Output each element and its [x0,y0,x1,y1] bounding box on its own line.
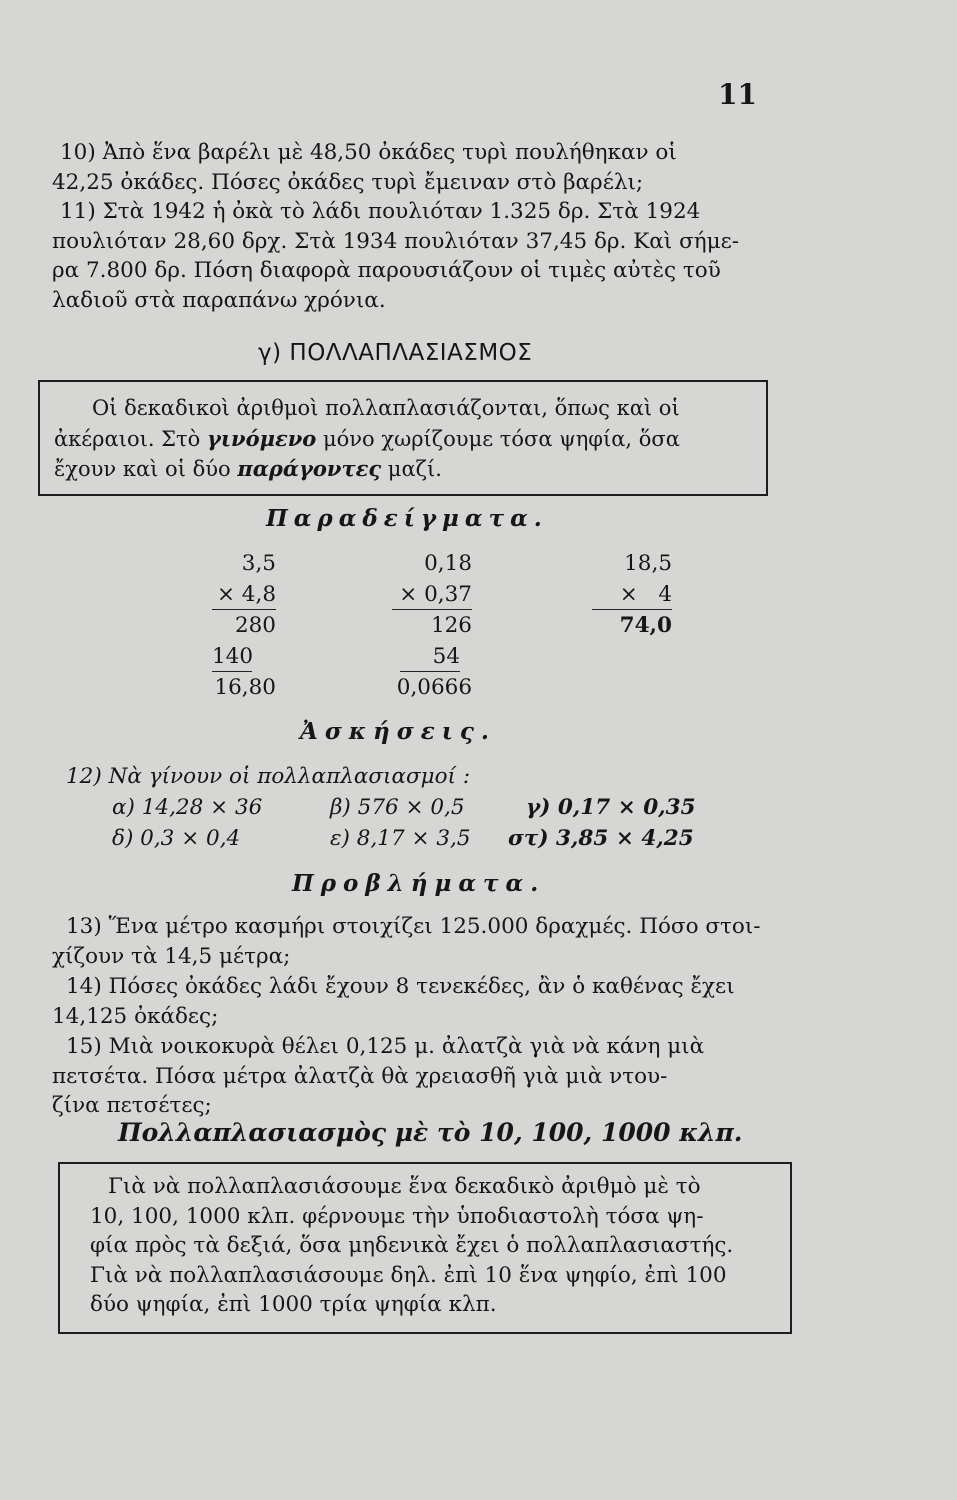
example-3-result: 74,0 [619,613,672,638]
example-2 [392,548,472,703]
example-2-multiplicand: 0,18 [424,551,472,576]
rule-line-1: Οἱ δεκαδικοὶ ἀριθμοὶ πολλαπλασιάζονται, ὅπως καὶ οἱ [92,396,680,420]
rule-line-3 [54,454,752,485]
problem-15 [52,1032,764,1121]
example-3 [592,548,672,641]
powers-rule-box [58,1162,792,1334]
example-2-partial-1: 126 [430,613,472,638]
example-1-multiplicand: 3,5 [241,551,276,576]
rule-line-3-a: ἔχουν καὶ οἱ δύο [54,457,238,481]
exercise-12d: δ) 0,3 × 0,4 [112,826,241,851]
example-1 [212,548,276,703]
powers-heading: Πολλαπλασιασμὸς μὲ τὸ 10, 100, 1000 κλπ. [118,1118,743,1147]
problem-11-line-2: πουλιόταν 28,60 δρχ. Στὰ 1934 πουλιόταν 37,45 δρ. Καὶ σήμε- [52,228,740,254]
example-2-multiplier: × 0,37 [392,579,472,610]
powers-line-5: δύο ψηφία, ἐπὶ 1000 τρία ψηφία κλπ. [90,1292,497,1317]
examples-heading: Παραδείγματα. [266,505,548,532]
powers-line-1: Γιὰ νὰ πολλαπλασιάσουμε ἕνα δεκαδικὸ ἀριθμὸ μὲ τὸ [108,1174,701,1199]
rule-line-2-a: ἀκέραιοι. Στὸ [54,426,207,451]
problem-11-line-1: 11) Στὰ 1942 ἡ ὀκὰ τὸ λάδι πουλιόταν 1.325 δρ. Στὰ 1924 [60,199,701,224]
problem-14-line-1: 14) Πόσες ὀκάδες λάδι ἔχουν 8 τενεκέδες, ἂν ὁ καθένας ἔχει [66,974,735,999]
exercise-12f: στ) 3,85 × 4,25 [508,826,694,851]
term-product: γινόμενο [206,425,317,451]
section-heading: γ) ΠΟΛΛΑΠΛΑΣΙΑΣΜΟΣ [258,340,533,366]
powers-line-2: 10, 100, 1000 κλπ. φέρνουμε τὴν ὑποδιαστολὴ τόσα ψη- [90,1203,704,1229]
example-2-result: 0,0666 [396,675,472,700]
problem-11-line-3: ρα 7.800 δρ. Πόση διαφορὰ παρουσιάζουν οἱ τιμὲς αὐτὲς τοῦ [52,258,721,283]
powers-line-3: φία πρὸς τὰ δεξιά, ὅσα μηδενικὰ ἔχει ὁ πολλαπλασιαστής. [90,1233,734,1258]
exercise-12c: γ) 0,17 × 0,35 [526,795,696,820]
problem-10-line-2: 42,25 ὀκάδες. Πόσες ὀκάδες τυρὶ ἔμειναν στὸ βαρέλι; [52,169,644,195]
rule-line-2-c: μόνο χωρίζουμε τόσα ψηφία, ὅσα [316,426,680,451]
exercise-12b: β) 576 × 0,5 [330,795,465,820]
problem-14 [52,972,764,1031]
example-1-partial-1: 280 [234,613,276,638]
example-3-multiplicand: 18,5 [624,551,672,576]
problem-13-line-2: χίζουν τὰ 14,5 μέτρα; [52,943,291,969]
term-factors: παράγοντες [237,456,382,481]
page-number: 11 [718,78,757,111]
example-1-partial-2: 140 [212,641,252,672]
exercise-12a: α) 14,28 × 36 [112,795,263,820]
problem-13-line-1: 13) Ἕνα μέτρο κασμήρι στοιχίζει 125.000 δραχμές. Πόσο στοι- [66,914,761,939]
problem-15-line-1: 15) Μιὰ νοικοκυρὰ θέλει 0,125 μ. ἀλατζὰ γιὰ νὰ κάνη μιὰ [66,1034,705,1059]
rule-line-3-c: μαζί. [381,457,442,481]
problem-14-line-2: 14,125 ὀκάδες; [52,1003,219,1029]
example-1-multiplier: × 4,8 [212,579,276,610]
rule-box [38,380,768,496]
exercises-heading: Ἀσκήσεις. [300,718,496,745]
problem-13 [52,912,764,971]
problem-10 [52,138,764,197]
problem-11-line-4: λαδιοῦ στὰ παραπάνω χρόνια. [52,287,386,313]
powers-line-4: Γιὰ νὰ πολλαπλασιάσουμε δηλ. ἐπὶ 10 ἕνα ψηφίο, ἐπὶ 100 [90,1262,727,1288]
rule-line-2 [54,424,752,455]
example-3-multiplier: × 4 [592,579,672,610]
exercise-12-intro: 12) Νὰ γίνουν οἱ πολλαπλασιασμοί : [66,764,471,789]
problem-10-line-1: 10) Ἀπὸ ἕνα βαρέλι μὲ 48,50 ὀκάδες τυρὶ πουλήθηκαν οἱ [60,140,677,165]
example-2-partial-2: 54 [400,641,460,672]
exercise-12e: ε) 8,17 × 3,5 [330,826,471,851]
problems-heading: Προβλήματα. [292,870,546,897]
problem-15-line-2: πετσέτα. Πόσα μέτρα ἀλατζὰ θὰ χρειασθῆ γιὰ μιὰ ντου- [52,1063,668,1089]
example-1-result: 16,80 [214,675,276,700]
problem-11 [52,197,764,315]
problem-15-line-3: ζίνα πετσέτες; [52,1093,212,1118]
